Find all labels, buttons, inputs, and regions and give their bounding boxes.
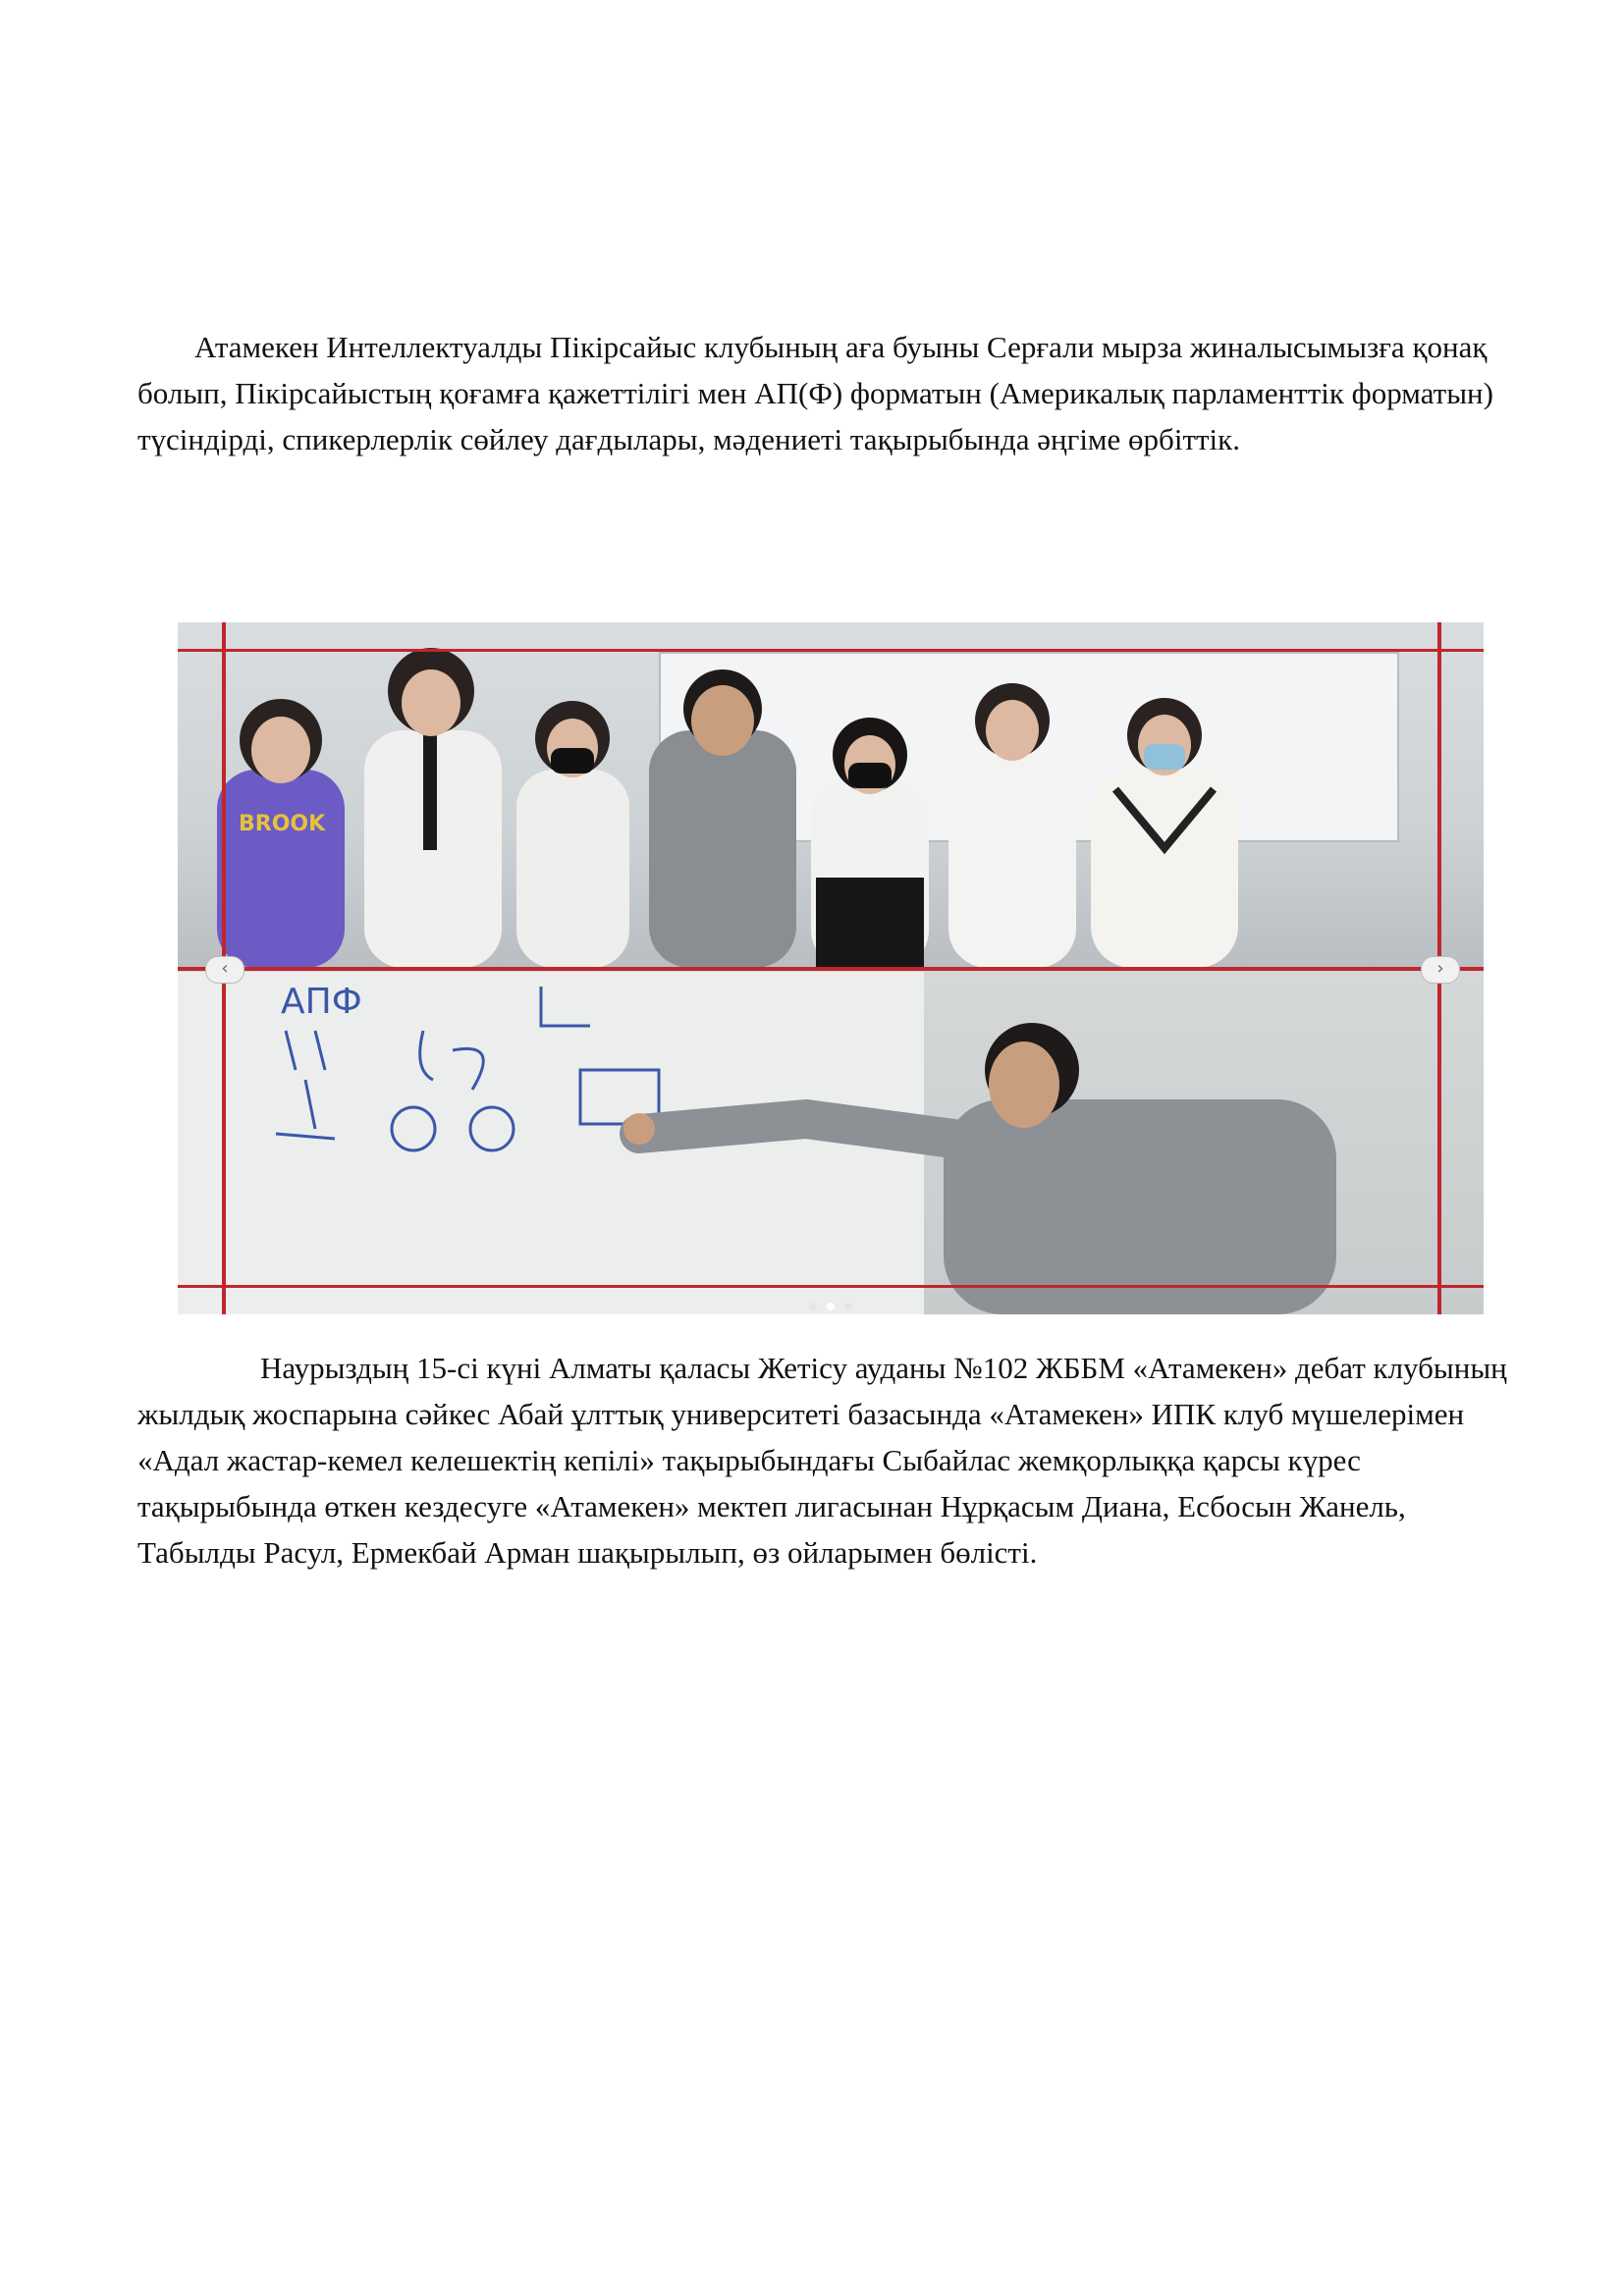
lecture-photo-figures — [178, 972, 1484, 1314]
lecture-photo — [178, 972, 1484, 1314]
svg-text:BROOK: BROOK — [239, 812, 326, 836]
group-photo — [178, 622, 1484, 968]
carousel-dots — [806, 1298, 855, 1314]
carousel-dot[interactable] — [809, 1303, 817, 1310]
frame-line-middle — [178, 967, 1484, 971]
group-photo-figures — [178, 622, 1484, 968]
photo-collage — [178, 622, 1484, 1314]
paragraph-2: Наурыздың 15-сі күні Алматы қаласы Жетісу ауданы №102 ЖББМ «Атамекен» дебат клубының жылдық жоспарына сәйкес Абай ұлттық университеті базасында «Атамекен» ИПК клуб мүшелерімен «Адал жастар-кемел келешектің кепілі» тақырыбындағы Сыбайлас жемқорлыққа қарсы күрес тақырыбында өткен кездесуге «Атамекен» мектеп лигасынан Нұрқасым Диана, Есбосын Жанель, Табылды Расул, Ермекбай Арман шақырылып, өз ойларымен бөлісті. — [137, 1351, 1507, 1570]
chevron-left-icon[interactable]: ‹ — [205, 956, 244, 984]
carousel-dot-active[interactable] — [827, 1303, 835, 1310]
frame-line-top — [178, 649, 1484, 652]
paragraph-1: Атамекен Интеллектуалды Пікірсайыс клубының аға буыны Серғали мырза жиналысымызға қонақ болып, Пікірсайыстың қоғамға қажеттілігі мен АП(Ф) форматын (Америкалық парламенттік форматын) түсіндірді, спикерлерлік сөйлеу дағдылары, мәдениеті тақырыбында әңгіме өрбіттік. — [137, 330, 1493, 456]
frame-line-bottom — [178, 1285, 1484, 1288]
carousel-dot[interactable] — [844, 1303, 852, 1310]
whiteboard-text: АПФ — [281, 982, 362, 1022]
chevron-right-icon[interactable]: › — [1421, 956, 1460, 984]
